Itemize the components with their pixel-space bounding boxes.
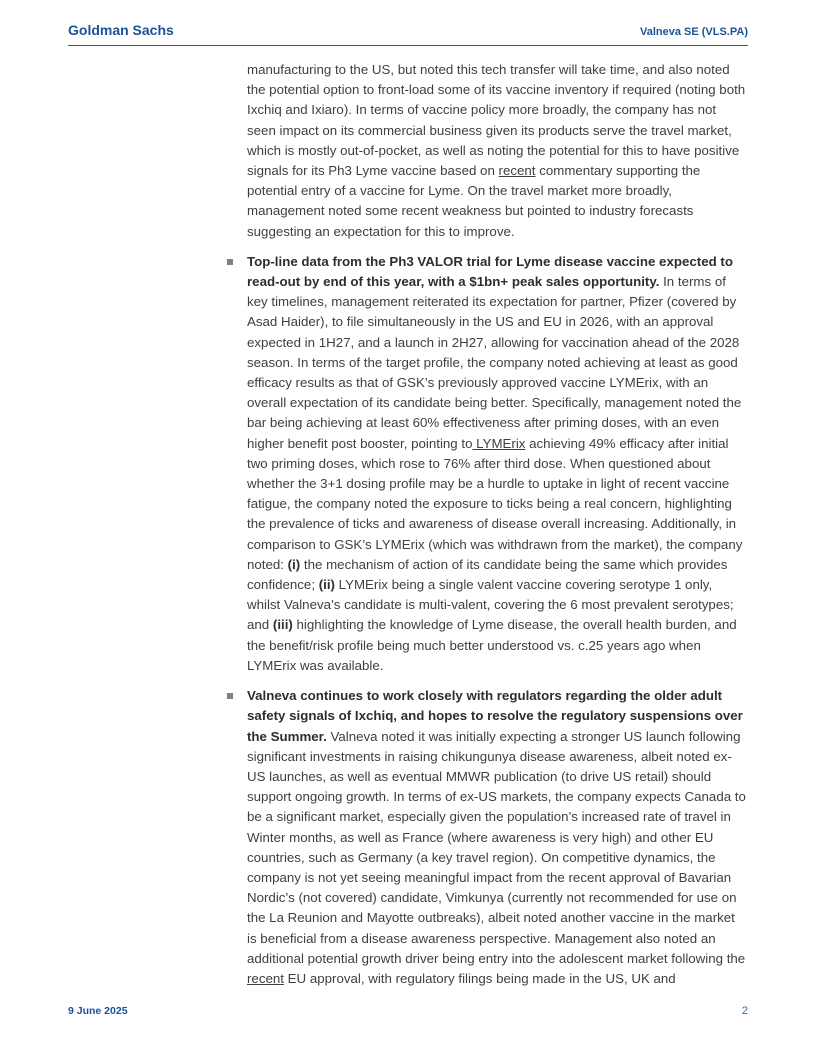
text-segment: Valneva continues to work closely with regulators regarding the older adult safety signals of Ixchiq, and hopes to resolve the regulatory suspensions over the Summer. bbox=[247, 688, 743, 744]
inline-link[interactable]: recent bbox=[247, 970, 284, 986]
text-segment: manufacturing to the US, but noted this tech transfer will take time, and also noted the potential option to front-load some of its vaccine inventory if required (noting both Ixchiq and Ixiaro). In terms of vaccine policy more broadly, the company has not seen impact on its commercial business given its products serve the travel market, which is mostly out-of-pocket, as well as noting the potential for this to have positive signals for its Ph3 Lyme vaccine based on bbox=[247, 62, 746, 179]
brand-logo: Goldman Sachs bbox=[68, 22, 174, 38]
text-segment: LYMErix being a single valent vaccine covering serotype 1 only, whilst Valneva’s candidate is multi-valent, covering the 6 most prevalent serotypes; and bbox=[247, 577, 734, 633]
square-bullet-icon bbox=[227, 259, 233, 265]
bullet-item-ixchiq-regulators bbox=[247, 686, 747, 989]
inline-link[interactable]: LYMErix bbox=[472, 435, 526, 451]
report-date: 9 June 2025 bbox=[68, 1005, 128, 1017]
bullet-item-lyme-valor bbox=[247, 252, 747, 676]
text-segment: (iii) bbox=[272, 617, 293, 633]
text-segment: the mechanism of action of its candidate being the same which provides confidence; bbox=[247, 556, 728, 593]
text-segment: EU approval, with regulatory filings being made in the US, UK and bbox=[283, 970, 676, 986]
text-segment: In terms of key timelines, management reiterated its expectation for partner, Pfizer (covered by Asad Haider), to file simultaneously in the US and EU in 2026, with an approval expected in 1H27, and a launch in 2H27, allowing for vaccination ahead of the 2028 season. In terms of the target profile, the company noted achieving at least as good efficacy results as that of GSK’s previously approved vaccine LYMErix, with an overall expectation of its candidate being better. Specifically, management noted the bar being achieving at least 60% effectiveness after priming doses, with an even higher benefit post booster, pointing to bbox=[247, 274, 742, 451]
intro-paragraph bbox=[247, 60, 747, 242]
inline-link[interactable]: recent bbox=[498, 163, 536, 179]
text-segment: (i) bbox=[287, 556, 301, 572]
page-footer bbox=[68, 1005, 748, 1017]
text-segment: commentary supporting the potential entry of a vaccine for Lyme. On the travel market more broadly, management noted some recent weakness but pointed to industry forecasts suggesting an expectation for this to improve. bbox=[247, 163, 701, 239]
page-header bbox=[68, 22, 748, 46]
report-body bbox=[247, 60, 747, 999]
document-title: Valneva SE (VLS.PA) bbox=[639, 26, 748, 38]
text-segment: Valneva noted it was initially expecting a stronger US launch following significant investments in raising chikungunya disease awareness, albeit noted ex-US launches, as well as eventual MMWR publication (to drive US retail) should support ongoing growth. In terms of ex-US markets, the company expects Canada to be a significant market, especially given the population’s increased rate of travel in Winter months, as well as France (where awareness is very high) and other EU countries, such as Germany (a key travel region). On competitive dynamics, the company is not yet seeing meaningful impact from the recent approval of Bavarian Nordic’s (not covered) candidate, Vimkunya (currently not recommended for use on the La Reunion and Mayotte outbreaks), albeit noted another vaccine in the market is beneficial from a disease awareness perspective. Management also noted an additional potential growth driver being entry into the adolescent market following the bbox=[247, 728, 746, 966]
text-segment: achieving 49% efficacy after initial two priming doses, which rose to 76% after third dose. When questioned about whether the 3+1 dosing profile may be a hurdle to uptake in light of recent vaccine fatigue, the company noted the exposure to ticks being a real concern, highlighting the prevalence of ticks and awareness of disease overall increasing. Additionally, in comparison to GSK’s LYMErix (which was withdrawn from the market), the company noted: bbox=[247, 435, 743, 572]
page-number: 2 bbox=[741, 1005, 748, 1017]
text-segment: highlighting the knowledge of Lyme disease, the overall health burden, and the benefit/risk profile being much better understood vs. c.25 years ago when LYMErix was available. bbox=[247, 617, 737, 673]
bullet-text bbox=[247, 252, 747, 676]
text-segment: (ii) bbox=[318, 577, 335, 593]
square-bullet-icon bbox=[227, 693, 233, 699]
text-segment: Top-line data from the Ph3 VALOR trial for Lyme disease vaccine expected to read-out by end of this year, with a $1bn+ peak sales opportunity. bbox=[247, 253, 733, 290]
bullet-text bbox=[247, 686, 747, 989]
